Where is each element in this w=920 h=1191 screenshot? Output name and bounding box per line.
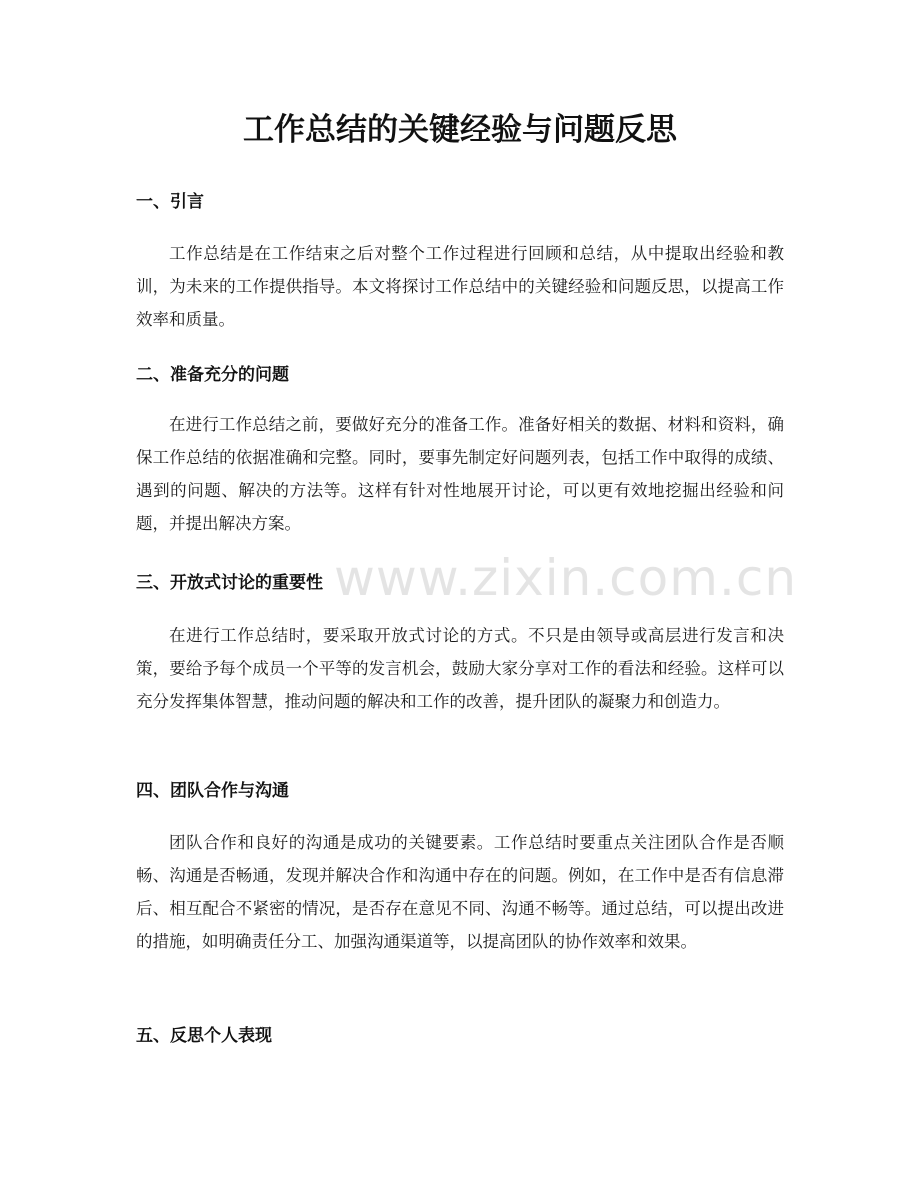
section-paragraph-teamwork: 团队合作和良好的沟通是成功的关键要素。工作总结时要重点关注团队合作是否顺畅、沟通是否畅通，发现并解决合作和沟通中存在的问题。例如，在工作中是否有信息滞后、相互配合不紧密的情况，是否存在意见不同、沟通不畅等。通过总结，可以提出改进的措施，如明确责任分工、加强沟通渠道等，以提高团队的协作效率和效果。 [136, 833, 784, 951]
section-paragraph-preparation: 在进行工作总结之前，要做好充分的准备工作。准备好相关的数据、材料和资料，确保工作总结的依据准确和完整。同时，要事先制定好问题列表，包括工作中取得的成绩、遇到的问题、解决的方法等。这样有针对性地展开讨论，可以更有效地挖掘出经验和问题，并提出解决方案。 [136, 415, 784, 533]
section-paragraph-open-discussion: 在进行工作总结时，要采取开放式讨论的方式。不只是由领导或高层进行发言和决策，要给予每个成员一个平等的发言机会，鼓励大家分享对工作的看法和经验。这样可以充分发挥集体智慧，推动问题的解决和工作的改善，提升团队的凝聚力和创造力。 [136, 626, 784, 711]
watermark: www.zixin.com.cn [334, 549, 798, 607]
section-heading-open-discussion: 三、开放式讨论的重要性 [136, 573, 323, 593]
section-heading-introduction: 一、引言 [136, 192, 204, 212]
section-heading-preparation: 二、准备充分的问题 [136, 365, 289, 385]
section-heading-teamwork: 四、团队合作与沟通 [136, 781, 289, 801]
document-title: 工作总结的关键经验与问题反思 [243, 112, 677, 148]
section-heading-personal-reflection: 五、反思个人表现 [136, 1026, 272, 1046]
section-paragraph-introduction: 工作总结是在工作结束之后对整个工作过程进行回顾和总结，从中提取出经验和教训，为未来的工作提供指导。本文将探讨工作总结中的关键经验和问题反思，以提高工作效率和质量。 [136, 244, 784, 329]
